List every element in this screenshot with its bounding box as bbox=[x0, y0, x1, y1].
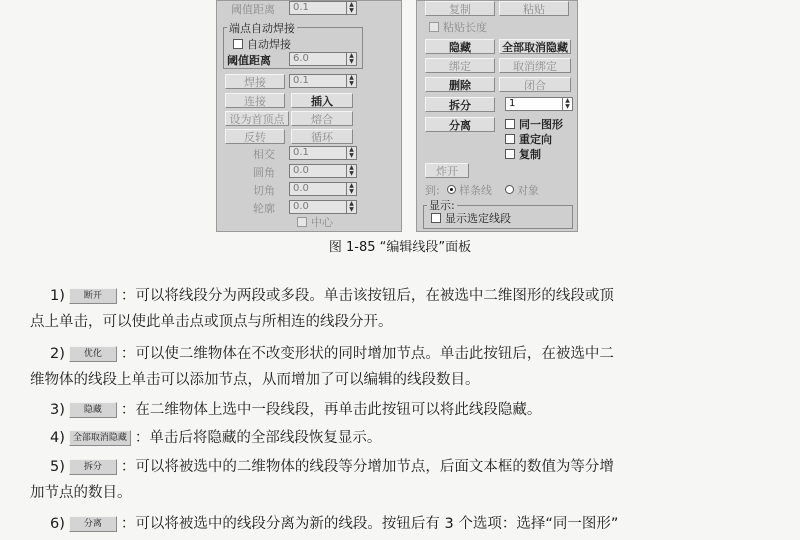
outline-label: 轮廓 bbox=[253, 202, 275, 215]
copy-checkbox[interactable] bbox=[505, 149, 515, 159]
fillet-label: 圆角 bbox=[253, 166, 275, 179]
detach-button-inline: 分离 bbox=[69, 516, 117, 532]
chamfer-label: 切角 bbox=[253, 184, 275, 197]
display-group-title: 显示: bbox=[429, 199, 455, 212]
show-selected-segs-checkbox[interactable] bbox=[431, 213, 441, 223]
break-button[interactable]: 炸开 bbox=[425, 163, 469, 178]
paragraph-4: 4) 全部取消隐藏 ：单击后将隐藏的全部线段恢复显示。 bbox=[50, 430, 382, 446]
auto-weld-label: 自动焊接 bbox=[247, 38, 291, 51]
to-object-label: 对象 bbox=[517, 184, 539, 197]
weld-threshold-label: 阈值距离 bbox=[227, 54, 271, 67]
fillet-spinner[interactable]: 0.0 ▲ ▼ bbox=[289, 164, 357, 178]
delete-button[interactable]: 删除 bbox=[425, 77, 495, 92]
unhide-all-button[interactable]: 全部取消隐藏 bbox=[499, 39, 571, 54]
weld-spinner[interactable]: 0.1 ▲ ▼ bbox=[289, 74, 357, 88]
cross-label: 相交 bbox=[253, 148, 275, 161]
close-button[interactable]: 闭合 bbox=[499, 77, 571, 92]
figure-caption: 图 1-85 “编辑线段”面板 bbox=[328, 240, 472, 255]
cycle-button[interactable]: 循环 bbox=[291, 129, 353, 144]
reverse-button[interactable]: 反转 bbox=[225, 129, 285, 144]
fuse-button[interactable]: 熔合 bbox=[291, 111, 353, 126]
to-spline-label: 样条线 bbox=[459, 184, 492, 197]
divide-button-inline: 拆分 bbox=[69, 459, 117, 475]
same-shape-checkbox[interactable] bbox=[505, 119, 515, 129]
detach-button[interactable]: 分离 bbox=[425, 117, 495, 132]
insert-button[interactable]: 插入 bbox=[291, 93, 353, 108]
break-button-inline: 断开 bbox=[69, 288, 117, 304]
outline-spinner[interactable]: 0.0 ▲ ▼ bbox=[289, 200, 357, 214]
paragraph-1: 1) 断开 ：可以将线段分为两段或多段。单击该按钮后，在被选中二维图形的线段或顶 点上单击，可以使此单击点或顶点与所相连的线段分开。 bbox=[30, 288, 614, 330]
set-first-vertex-button[interactable]: 设为首顶点 bbox=[225, 111, 289, 126]
hide-button[interactable]: 隐藏 bbox=[425, 39, 495, 54]
center-checkbox[interactable] bbox=[297, 217, 307, 227]
paragraph-6: 6) 分离 ：可以将被选中的线段分离为新的线段。按钮后有 3 个选项：选择“同一图形” bbox=[50, 516, 619, 532]
threshold-top-spinner[interactable]: 0.1 ▲ ▼ bbox=[289, 1, 357, 15]
threshold-top-label: 阈值距离 bbox=[231, 3, 275, 16]
weld-threshold-spinner[interactable]: 6.0 ▲ ▼ bbox=[289, 52, 357, 66]
to-spline-radio[interactable] bbox=[447, 185, 456, 194]
paragraph-5: 5) 拆分 ：可以将被选中的二维物体的线段等分增加节点，后面文本框的数值为等分增 加节点的数目。 bbox=[30, 459, 614, 501]
copy-button[interactable]: 复制 bbox=[425, 1, 495, 16]
copy-label: 复制 bbox=[519, 148, 541, 161]
same-shape-label: 同一图形 bbox=[519, 118, 563, 131]
connect-button[interactable]: 连接 bbox=[225, 93, 285, 108]
edit-segment-panel-left bbox=[216, 0, 402, 232]
bind-button[interactable]: 绑定 bbox=[425, 58, 495, 73]
divide-count-spinner[interactable]: 1 ▲ ▼ bbox=[505, 97, 573, 111]
weld-button[interactable]: 焊接 bbox=[225, 74, 285, 89]
paste-button[interactable]: 粘贴 bbox=[499, 1, 569, 16]
divide-button[interactable]: 拆分 bbox=[425, 97, 495, 112]
paste-length-checkbox[interactable] bbox=[429, 22, 439, 32]
paste-length-label: 粘贴长度 bbox=[443, 21, 487, 34]
reorient-label: 重定向 bbox=[519, 133, 552, 146]
to-object-radio[interactable] bbox=[505, 185, 514, 194]
to-label: 到: bbox=[425, 184, 440, 197]
reorient-checkbox[interactable] bbox=[505, 134, 515, 144]
paragraph-2: 2) 优化 ：可以使二维物体在不改变形状的同时增加节点。单击此按钮后，在被选中二 维物体的线段上单击可以添加节点，从而增加了可以编辑的线段数目。 bbox=[30, 346, 614, 388]
auto-weld-group-title: 端点自动焊接 bbox=[229, 22, 295, 35]
chamfer-spinner[interactable]: 0.0 ▲ ▼ bbox=[289, 182, 357, 196]
unbind-button[interactable]: 取消绑定 bbox=[499, 58, 571, 73]
auto-weld-checkbox[interactable] bbox=[233, 39, 243, 49]
hide-button-inline: 隐藏 bbox=[69, 402, 117, 418]
unhide-all-button-inline: 全部取消隐藏 bbox=[69, 430, 131, 446]
edit-segment-panel-right bbox=[416, 0, 578, 232]
refine-button-inline: 优化 bbox=[69, 346, 117, 362]
center-label: 中心 bbox=[311, 216, 333, 229]
show-selected-segs-label: 显示选定线段 bbox=[445, 212, 511, 225]
cross-spinner[interactable]: 0.1 ▲ ▼ bbox=[289, 146, 357, 160]
paragraph-3: 3) 隐藏 ：在二维物体上选中一段线段，再单击此按钮可以将此线段隐藏。 bbox=[50, 402, 542, 418]
